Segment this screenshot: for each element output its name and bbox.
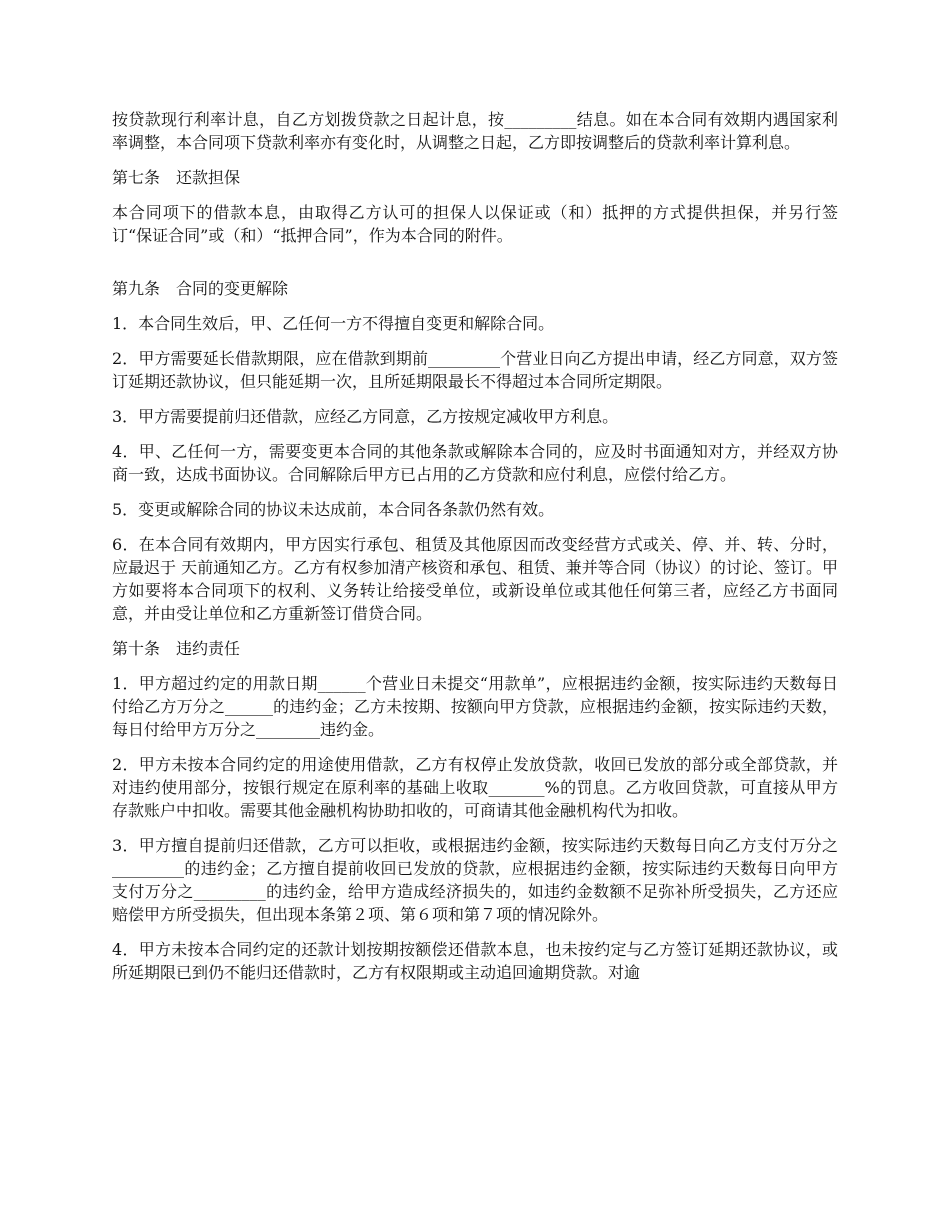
article-10-heading: 第十条 违约责任 [112, 639, 241, 658]
clause-9-5: 5．变更或解除合同的协议未达成前，本合同各条款仍然有效。 [112, 500, 555, 519]
clause-10-3: 3．甲方擅自提前归还借款，乙方可以拒收，或根据违约金额，按实际违约天数每日向乙方支付万分之_________的违约金；乙方擅自提前收回已发放的贷款，应根据违约金额，按实际违约天数每日向甲方支付万分之_________的违约金，给甲方造成经济损失的，如违约金数额不足弥补所受损失，乙方还应赔偿甲方所受损失，但出现本条第２项、第６项和第７项的情况除外。 [112, 836, 838, 924]
paragraph-repayment-guarantee: 本合同项下的借款本息，由取得乙方认可的担保人以保证或（和）抵押的方式提供担保，并另行签订“保证合同”或（和）“抵押合同”，作为本合同的附件。 [112, 203, 838, 245]
clause-9-4: 4．甲、乙任何一方，需要变更本合同的其他条款或解除本合同的，应及时书面通知对方，并经双方协商一致，达成书面协议。合同解除后甲方已占用的乙方贷款和应付利息，应偿付给乙方。 [112, 442, 838, 484]
article-9-heading: 第九条 合同的变更解除 [112, 279, 289, 298]
article-7-heading: 第七条 还款担保 [112, 168, 241, 187]
clause-10-1: 1．甲方超过约定的用款日期______个营业日未提交“用款单”，应根据违约金额，按实际违约天数每日付给乙方万分之______的违约金；乙方未按期、按额向甲方贷款，应根据违约金额，按实际违约天数，每日付给甲方万分之________违约金。 [112, 674, 838, 739]
clause-10-2: 2．甲方未按本合同约定的用途使用借款，乙方有权停止发放贷款，收回已发放的部分或全部贷款，并对违约使用部分，按银行规定在原利率的基础上收取_______%的罚息。乙方收回贷款，可直接从甲方存款账户中扣收。需要其他金融机构协助扣收的，可商请其他金融机构代为扣收。 [112, 755, 838, 820]
clause-9-1: 1．本合同生效后，甲、乙任何一方不得擅自变更和解除合同。 [112, 314, 555, 333]
clause-9-3: 3．甲方需要提前归还借款，应经乙方同意，乙方按规定减收甲方利息。 [112, 407, 619, 426]
clause-10-4: 4．甲方未按本合同约定的还款计划按期按额偿还借款本息，也未按约定与乙方签订延期还款协议，或所延期限已到仍不能归还借款时，乙方有权限期或主动追回逾期贷款。对逾 [112, 940, 838, 982]
clause-9-6: 6．在本合同有效期内，甲方因实行承包、租赁及其他原因而改变经营方式或关、停、并、转、分时，应最迟于 天前通知乙方。乙方有权参加清产核资和承包、租赁、兼并等合同（协议）的讨论、签订。甲方如要将本合同项下的权利、义务转让给接受单位，或新设单位或其他任何第三者，应经乙方书面同意，并由受让单位和乙方重新签订借贷合同。 [112, 535, 838, 623]
paragraph-interest-calculation: 按贷款现行利率计息，自乙方划拨贷款之日起计息，按_________结息。如在本合同有效期内遇国家利率调整，本合同项下贷款利率亦有变化时，从调整之日起，乙方即按调整后的贷款利率计算利息。 [112, 110, 838, 152]
clause-9-2: 2．甲方需要延长借款期限，应在借款到期前_________个营业日向乙方提出申请，经乙方同意，双方签订延期还款协议，但只能延期一次，且所延期限最长不得超过本合同所定期限。 [112, 349, 838, 391]
